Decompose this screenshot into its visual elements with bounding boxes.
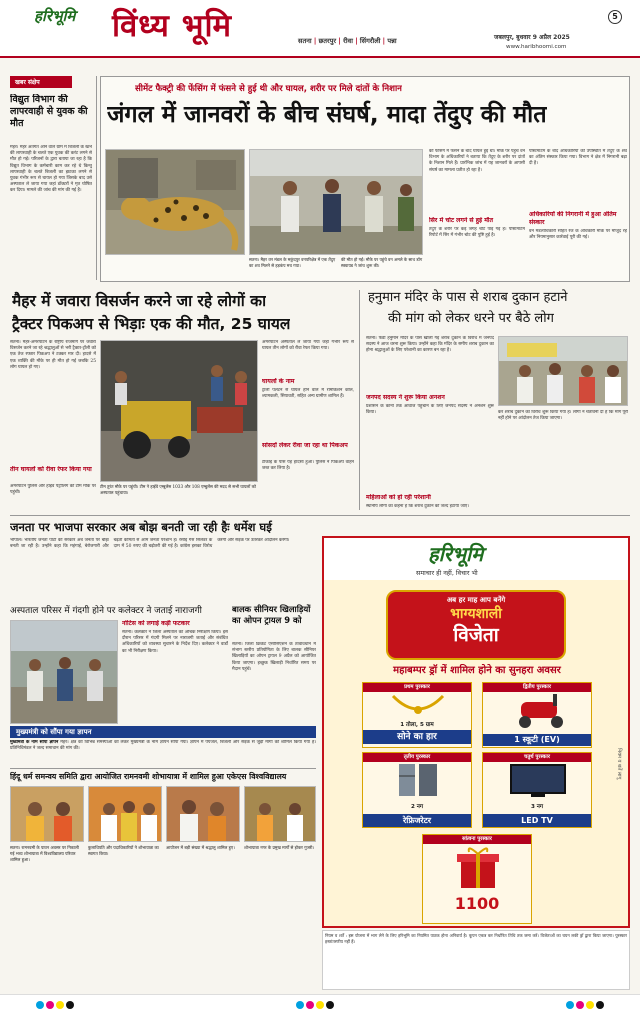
leopard-subhead-1: सिर में चोट लगने से हुई मौत [429, 217, 494, 224]
section-nav: सतना | छतरपुर | रीवा | सिंगरौली | पन्ना [298, 37, 397, 45]
prize-first-detail: 1 तोला, 5 ग्राम [400, 722, 434, 728]
prize-first-name: सोने का हार [363, 730, 471, 744]
nav-satna[interactable]: सतना [298, 37, 312, 45]
prize-fourth-name: LED TV [483, 814, 591, 828]
prize-fourth-label: चतुर्थ पुरस्कार [483, 753, 591, 762]
prize-fourth-detail: 3 नग [530, 804, 544, 810]
ramnavami-photo-3 [166, 786, 240, 842]
leopard-headline: जंगल में जानवरों के बीच संघर्ष, मादा तेंदुए की मौत [107, 100, 547, 128]
ad-terms: नियम व शर्तें : इस योजना में भाग लेने के लिए हरिभूमि का नियमित पाठक होना अनिवार्य है। कूपन एकत्र कर निर्धारित तिथि तक जमा करें। विजेताओं का चयन लकी ड्रॉ द्वारा किया जाएगा। पुरस्कार हस्तांतरणीय नहीं हैं। [322, 930, 630, 990]
tractor-col-2: अमरपाटन अस्पताल ले जाया गया जहां गंभीर रूप से घायल तीन लोगों को रीवा रेफर किया गया। [262, 340, 354, 352]
masthead [0, 0, 640, 58]
protest-photo [498, 336, 628, 406]
ramnavami-photo-1 [10, 786, 84, 842]
print-registration-bar [0, 994, 640, 1015]
tractor-headline-2: ट्रैक्टर पिकअप से भिड़ाः एक की मौत, 25 घायल [12, 315, 291, 333]
trial-body: सतना। जिला क्रिकेट एसोसिएशन के तत्वावधान में संभाग स्तरीय प्रतियोगिता के लिए बालक सीनियर खिलाड़ियों का ओपन ट्रायल 9 अप्रैल को आयोजित किया जाएगा। इच्छुक खिलाड़ी निर्धारित समय पर मैदान पहुंचें। [232, 642, 316, 672]
officials-image [250, 150, 423, 255]
site-url[interactable]: www.haribhoomi.com [506, 44, 567, 50]
leopard-photo [105, 149, 245, 255]
dateline: जबलपुर, बुधवार 9 अप्रैल 2025 [494, 34, 570, 41]
prize-third[interactable] [362, 752, 472, 828]
lucky-draw-ad[interactable] [322, 536, 630, 928]
tractor-image [101, 341, 258, 482]
ad-logo: हरिभूमि [428, 542, 484, 566]
tractor-col-2c: टीकाई के पास यह हादसा हुआ। पुलिस ने पिकअप वाहन जब्त कर लिया है। [262, 460, 354, 472]
liquor-col-2: कर शराब दुकान का विरोध शुरू किया गया है। लोगों ने चेतावनी दी है कि मांग पूरी नहीं होने पर आंदोलन तेज किया जाएगा। [498, 410, 628, 422]
refrigerator-icon [363, 762, 472, 798]
tractor-caption: टीम तुरंत मौके पर पहुंची। टीम ने हाईवे एम्बुलेंस 1033 और 108 एम्बुलेंस की मदद से सभी घायलों को अस्पताल पहुंचाया। [100, 484, 256, 495]
ramnavami-caption-2: कुलाधिपति और पदाधिकारियों ने शोभायात्रा का स्वागत किया। [88, 845, 159, 856]
liquor-headline-2: की मांग को लेकर धरने पर बैठे लोग [388, 311, 554, 326]
tractor-headline-1: मैहर में जवारा विसर्जन करने जा रहे लोगों का [12, 292, 267, 310]
ramnavami-image-4 [245, 787, 316, 842]
prize-consolation-amount: 1100 [454, 894, 500, 913]
prize-first-label: प्रथम पुरस्कार [363, 683, 471, 692]
tractor-subhead-3: सांसदों लेकर रीवा जा रहा था पिकअप [262, 442, 348, 449]
hospital-headline: अस्पताल परिसर में गंदगी होने पर कलेक्टर ने जताई नाराजगी [10, 606, 202, 616]
liquor-subhead-2: महिलाओं को हो रही परेशानी [366, 494, 431, 501]
leopard-col-1: की फेंसिंग में फंसने के बाद घायल हुई थी। मौके पर पहुंचे वन विभाग के अधिकारियों ने बताया कि तेंदुए के शरीर पर दांतों के निशान मिले हैं। प्रारंभिक जांच में यह जानवरों के आपसी संघर्ष का मामला प्रतीत हो रहा है। [429, 149, 525, 173]
ad-banner-line-1: अब हर माह आप बनेंगे [446, 596, 506, 604]
leopard-col-2b: वन मंडलाधिकारी सहित रेंज के अधिकारी मौके पर मौजूद रहे और नियमानुसार कार्रवाई पूरी की गई। [529, 229, 627, 241]
registration-marks [0, 995, 640, 1015]
tv-icon [483, 762, 592, 798]
leopard-col-2: पोस्टमार्टम के बाद अधिकारियों की उपस्थिति में तेंदुए के शव का अंतिम संस्कार किया गया। विभाग ने क्षेत्र में निगरानी बढ़ा दी है। [529, 149, 627, 167]
prize-second-label: द्वितीय पुरस्कार [483, 683, 591, 692]
hospital-image [11, 621, 118, 724]
ad-banner [386, 590, 566, 660]
ad-banner-line-3: विजेता [453, 624, 499, 646]
ramnavami-caption-3: आयोजन में बड़ी संख्या में श्रद्धालु शामिल हुए। [166, 845, 235, 850]
bjp-body: भोपाल। भारतीय जनता पार्टी की सरकार अब जनता पर बोझ बनती जा रही है। उन्होंने कहा कि महंगाई, बेरोजगारी और बढ़ती कीमतों से आम जनता परेशान है। रसोई गैस सिलेंडर के दाम में 50 रुपए की बढ़ोतरी की गई है। कांग्रेस इसका विरोध करेगी और सड़क पर उतरकर आंदोलन करेगी। [10, 538, 290, 550]
scooter-icon [483, 692, 592, 730]
bjp-headline: जनता पर भाजपा सरकार अब बोझ बनती जा रही हैः धर्मेश घई [10, 520, 272, 534]
liquor-headline-1: हनुमान मंदिर के पास से शराब दुकान हटाने [368, 290, 568, 305]
leopard-subhead-2: अधिकारियों की निगरानी में हुआ अंतिम संस्कार [529, 211, 617, 226]
prize-fourth[interactable] [482, 752, 592, 828]
hospital-body: सतना। कलेक्टर ने जिला अस्पताल का औचक निरीक्षण किया। इस दौरान परिसर में गंदगी मिलने पर नाराजगी जताई और संबंधित अधिकारियों को व्यवस्था सुधारने के निर्देश दिए। कलेक्टर ने वार्डों का भी निरीक्षण किया। [122, 630, 228, 654]
memo-headline: मुख्यमंत्री को सौंपा गया ज्ञापन [16, 728, 92, 736]
nav-rewa[interactable]: रीवा [343, 37, 353, 45]
memo-body [10, 740, 316, 766]
memo-body-text: मैहर। क्षेत्र की विभिन्न समस्याओं को लेकर मुख्यमंत्री के नाम ज्ञापन सौंपा गया। ज्ञापन में पेयजल, बिजली और सड़क से जुड़ी मांगों को शामिल किया गया है। प्रतिनिधिमंडल ने जल्द समाधान की मांग की। [10, 740, 316, 752]
nav-chhatarpur[interactable]: छतरपुर [318, 37, 337, 45]
page-title: विंध्य भूमि [112, 8, 233, 44]
divider-bottom [10, 768, 316, 769]
story-leopard [100, 76, 630, 282]
tractor-col-1b: अमरपाटन पुलिस और हाईवे पेट्रोलिंग की टीम मौके पर पहुंची। [10, 484, 96, 496]
divider-horizontal [10, 515, 630, 516]
prize-third-label: तृतीय पुरस्कार [363, 753, 471, 762]
liquor-col-1: सतना। फेडी हनुमान मंदिर के पास खोली गई शराब दुकान के विरोध में जनपद सदस्य ने आज धरना शुरू किया। उन्होंने कहा कि मंदिर के समीप शराब दुकान का होना श्रद्धालुओं के लिए परेशानी का कारण बन रहा है। [366, 336, 494, 354]
ramnavami-caption-1: सतना। रामनवमी के पावन अवसर पर निकाली गई भव्य शोभायात्रा में विश्वविद्यालय परिवार शामिल हुआ। [10, 845, 79, 862]
ramnavami-photo-2 [88, 786, 162, 842]
liquor-col-1b: प्रशासन के कानों तक आवाज पहुंचाने के लिए जनपद सदस्य ने अनशन शुरू किया। [366, 404, 494, 416]
officials-photo [249, 149, 423, 255]
hospital-subhead: नोटिस को लगाई कड़ी फटकार [122, 620, 190, 627]
leopard-caption-1: सतना। मैहर वन मंडल के मकुंदपुर वनपरिक्षेत्र में एक तेंदुए का शव मिलने से हड़कंप मच गया। [249, 257, 336, 268]
prize-third-detail: 2 नग [410, 804, 424, 810]
tractor-photo [100, 340, 258, 482]
ad-side-text: नियम व शर्तें लागू [616, 748, 622, 780]
sidebar-headline: विद्युत विभाग की लापरवाही से युवक की मौत [10, 94, 88, 129]
prize-first[interactable] [362, 682, 472, 748]
ramnavami-caption-4: शोभायात्रा नगर के प्रमुख मार्गों से होकर गुजरी। [244, 845, 315, 850]
necklace-icon [363, 692, 472, 716]
tractor-subhead-1: तीन घायलों को रीवा रेफर किया गया [10, 466, 92, 473]
prize-second[interactable] [482, 682, 592, 748]
ramnavami-image-2 [89, 787, 162, 842]
page-number: 5 [608, 10, 622, 24]
ad-tagline: समाचार ही नहीं, विचार भी [416, 569, 478, 577]
memo-lead: मुख्यमंत्री के नाम सौंपा ज्ञापन [10, 740, 59, 745]
gift-icon [423, 844, 532, 890]
haribhoomi-logo[interactable]: हरिभूमि [34, 7, 76, 25]
ramnavami-image-1 [11, 787, 84, 842]
divider-mid [359, 290, 360, 510]
sidebar-body: मैहर। मैहर अंतर्गत आने वाले ग्राम में बिजली के खंभे की लापरवाही के चलते एक युवक की करंट लगने से मौत हो गई। परिजनों के द्वारा बताया जा रहा है कि विद्युत विभाग के कर्मचारी काम कर रहे थे किन्तु लापरवाही के चलते बिजली का झटका लगने से युवक गंभीर रूप से घायल हो गया जिसके बाद उसे अस्पताल ले जाया गया जहां डॉक्टरों ने मृत घोषित कर दिया। मामले की जांच की मांग की गई है। [10, 145, 92, 194]
leopard-caption-2: की मौत हो गई। मौके पर पहुंचे वन अमले के साथ डॉग स्क्वायड ने जांच शुरू की। [341, 257, 423, 268]
sidebar-brief [10, 76, 92, 286]
leopard-image [106, 150, 245, 255]
prize-third-name: रेफ्रिजरेटर [363, 814, 471, 828]
prize-second-name: 1 स्कूटी (EV) [483, 734, 591, 746]
memo-bar [10, 726, 316, 738]
nav-panna[interactable]: पन्ना [387, 37, 397, 45]
liquor-subhead-1: जनपद सदस्य ने शुरू किया अनशन [366, 394, 445, 401]
ad-mega-draw: महाबम्पर ड्रॉ में शामिल होने का सुनहरा अवसर [393, 665, 561, 676]
ramnavami-photo-4 [244, 786, 316, 842]
nav-singrauli[interactable]: सिंगरौली [359, 37, 381, 45]
tractor-col-1: सतना। मैहर-अमरपाटन के राष्ट्रीय राजमार्ग पर जवारा विसर्जन करने जा रहे श्रद्धालुओं से भरी ट्रैक्टर-ट्रॉली को एक तेज रफ्तार पिकअप ने टक्कर मार दी। हादसे में एक व्यक्ति की मौके पर ही मौत हो गई जबकि 25 लोग घायल हो गए। [10, 340, 96, 370]
leopard-col-1b: तेंदुए के शरीर पर कई जगह चोटें पाई गई हैं। पोस्टमार्टम रिपोर्ट में सिर में गंभीर चोट की पुष्टि हुई है। [429, 227, 525, 239]
protest-image [499, 337, 628, 406]
prize-consolation-label: सांत्वना पुरस्कार [423, 835, 531, 844]
ad-banner-line-2: भाग्यशाली [450, 606, 502, 622]
leopard-kicker: सीमेंट फैक्ट्री की फेंसिंग में फंसने से हुई थी और घायल, शरीर पर मिले दांतों के निशान [135, 84, 402, 94]
tractor-subhead-2: घायलों के नाम [262, 378, 295, 385]
prize-consolation[interactable] [422, 834, 532, 924]
sidebar-divider [96, 76, 97, 280]
ramnavami-image-3 [167, 787, 240, 842]
hospital-photo [10, 620, 118, 724]
ramnavami-headline: हिंदू धर्म समन्वय समिति द्वारा आयोजित रामनवमी शोभायात्रा में शामिल हुआ एकेएस विश्वविद्यालय [10, 772, 287, 781]
sidebar-tag: खबर संक्षेप [10, 76, 72, 88]
liquor-col-1c: स्थानीय लोगों का कहना है कि शराब दुकान को जल्द हटाया जाए। [366, 504, 469, 509]
tractor-col-2b: ट्राली पलटने से घायल होने वाले में रामकिशन कोल, श्यामकली, सियावती, सहित अन्य ग्रामीण शामिल हैं। [262, 388, 354, 400]
trial-headline: बालक सीनियर खिलाड़ियों का ओपन ट्रायल 9 को [232, 604, 311, 625]
